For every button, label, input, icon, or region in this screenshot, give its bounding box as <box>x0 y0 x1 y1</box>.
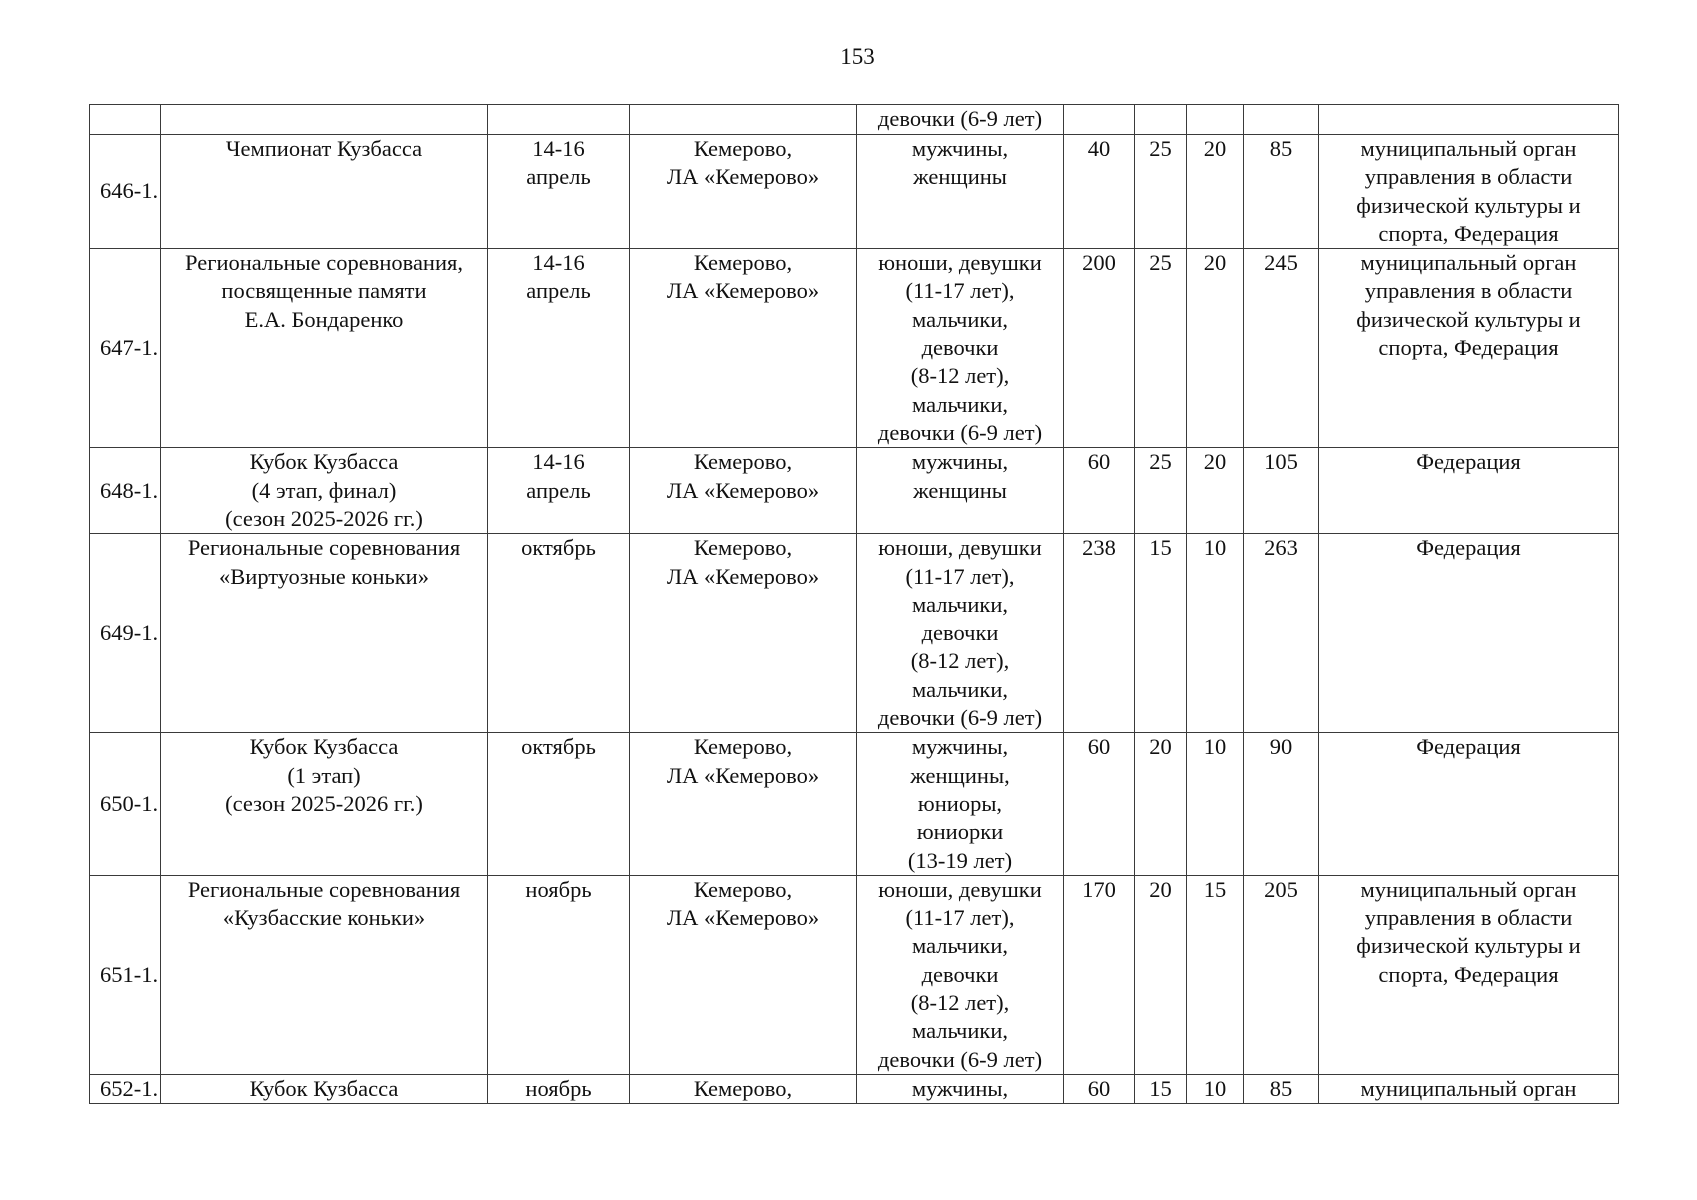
table-row <box>90 733 1619 875</box>
count-3: 15 <box>1187 875 1244 1074</box>
event-participants: юноши, девушки (11-17 лет), мальчики, девочки (8-12 лет), мальчики, девочки (6-9 лет) <box>857 249 1064 448</box>
table-row <box>90 135 1619 249</box>
continuation-row <box>90 105 1619 135</box>
count-2: 20 <box>1135 733 1187 875</box>
event-organizer: муниципальный орган <box>1319 1074 1619 1103</box>
count-2: 25 <box>1135 249 1187 448</box>
count-2: 15 <box>1135 1074 1187 1103</box>
count-1: 170 <box>1064 875 1135 1074</box>
event-name: Региональные соревнования «Виртуозные коньки» <box>161 534 488 733</box>
event-name: Кубок Кузбасса (1 этап) (сезон 2025-2026 гг.) <box>161 733 488 875</box>
event-organizer: Федерация <box>1319 534 1619 733</box>
count-1: 238 <box>1064 534 1135 733</box>
table-row <box>90 875 1619 1074</box>
cell-c1 <box>1064 105 1135 135</box>
event-organizer: Федерация <box>1319 733 1619 875</box>
event-participants: мужчины, женщины <box>857 135 1064 249</box>
count-1: 60 <box>1064 733 1135 875</box>
table-row <box>90 1074 1619 1103</box>
count-total: 263 <box>1244 534 1319 733</box>
count-2: 15 <box>1135 534 1187 733</box>
count-3: 10 <box>1187 534 1244 733</box>
event-participants: мужчины, <box>857 1074 1064 1103</box>
event-name: Региональные соревнования «Кузбасские коньки» <box>161 875 488 1074</box>
event-place: Кемерово, ЛА «Кемерово» <box>630 249 857 448</box>
count-2: 20 <box>1135 875 1187 1074</box>
count-1: 60 <box>1064 1074 1135 1103</box>
row-number: 651-1. <box>90 875 161 1074</box>
event-name: Кубок Кузбасса <box>161 1074 488 1103</box>
count-3: 20 <box>1187 135 1244 249</box>
event-name: Кубок Кузбасса (4 этап, финал) (сезон 2025-2026 гг.) <box>161 448 488 534</box>
event-participants: мужчины, женщины <box>857 448 1064 534</box>
event-dates: октябрь <box>488 733 630 875</box>
count-total: 85 <box>1244 135 1319 249</box>
event-dates: ноябрь <box>488 875 630 1074</box>
event-dates: 14-16 апрель <box>488 448 630 534</box>
event-place: Кемерово, ЛА «Кемерово» <box>630 448 857 534</box>
count-3: 10 <box>1187 733 1244 875</box>
cell-dates <box>488 105 630 135</box>
event-place: Кемерово, ЛА «Кемерово» <box>630 875 857 1074</box>
row-number: 646-1. <box>90 135 161 249</box>
cell-c2 <box>1135 105 1187 135</box>
row-number: 647-1. <box>90 249 161 448</box>
event-organizer: муниципальный орган управления в области физической культуры и спорта, Федерация <box>1319 249 1619 448</box>
event-dates: ноябрь <box>488 1074 630 1103</box>
table-row <box>90 448 1619 534</box>
event-place: Кемерово, ЛА «Кемерово» <box>630 733 857 875</box>
cell-organizer <box>1319 105 1619 135</box>
count-2: 25 <box>1135 135 1187 249</box>
event-name: Региональные соревнования, посвященные памяти Е.А. Бондаренко <box>161 249 488 448</box>
count-3: 20 <box>1187 249 1244 448</box>
cell-place <box>630 105 857 135</box>
row-number: 648-1. <box>90 448 161 534</box>
cell-name <box>161 105 488 135</box>
event-participants: юноши, девушки (11-17 лет), мальчики, девочки (8-12 лет), мальчики, девочки (6-9 лет) <box>857 875 1064 1074</box>
event-name: Чемпионат Кузбасса <box>161 135 488 249</box>
row-number: 649-1. <box>90 534 161 733</box>
cell-c3 <box>1187 105 1244 135</box>
event-place: Кемерово, ЛА «Кемерово» <box>630 135 857 249</box>
row-number: 650-1. <box>90 733 161 875</box>
count-total: 90 <box>1244 733 1319 875</box>
count-1: 60 <box>1064 448 1135 534</box>
count-total: 85 <box>1244 1074 1319 1103</box>
event-dates: 14-16 апрель <box>488 249 630 448</box>
count-total: 205 <box>1244 875 1319 1074</box>
cell-total <box>1244 105 1319 135</box>
row-number: 652-1. <box>90 1074 161 1103</box>
cell-participants: девочки (6-9 лет) <box>857 105 1064 135</box>
event-place: Кемерово, ЛА «Кемерово» <box>630 534 857 733</box>
event-organizer: муниципальный орган управления в области физической культуры и спорта, Федерация <box>1319 135 1619 249</box>
table-row <box>90 249 1619 448</box>
event-participants: юноши, девушки (11-17 лет), мальчики, девочки (8-12 лет), мальчики, девочки (6-9 лет) <box>857 534 1064 733</box>
count-3: 10 <box>1187 1074 1244 1103</box>
events-table <box>89 104 1619 1104</box>
count-total: 105 <box>1244 448 1319 534</box>
page-number: 153 <box>840 44 875 69</box>
event-dates: октябрь <box>488 534 630 733</box>
event-place: Кемерово, <box>630 1074 857 1103</box>
count-2: 25 <box>1135 448 1187 534</box>
event-participants: мужчины, женщины, юниоры, юниорки (13-19 лет) <box>857 733 1064 875</box>
table-row <box>90 534 1619 733</box>
count-1: 40 <box>1064 135 1135 249</box>
count-total: 245 <box>1244 249 1319 448</box>
count-1: 200 <box>1064 249 1135 448</box>
event-dates: 14-16 апрель <box>488 135 630 249</box>
event-organizer: муниципальный орган управления в области физической культуры и спорта, Федерация <box>1319 875 1619 1074</box>
cell-num <box>90 105 161 135</box>
count-3: 20 <box>1187 448 1244 534</box>
event-organizer: Федерация <box>1319 448 1619 534</box>
